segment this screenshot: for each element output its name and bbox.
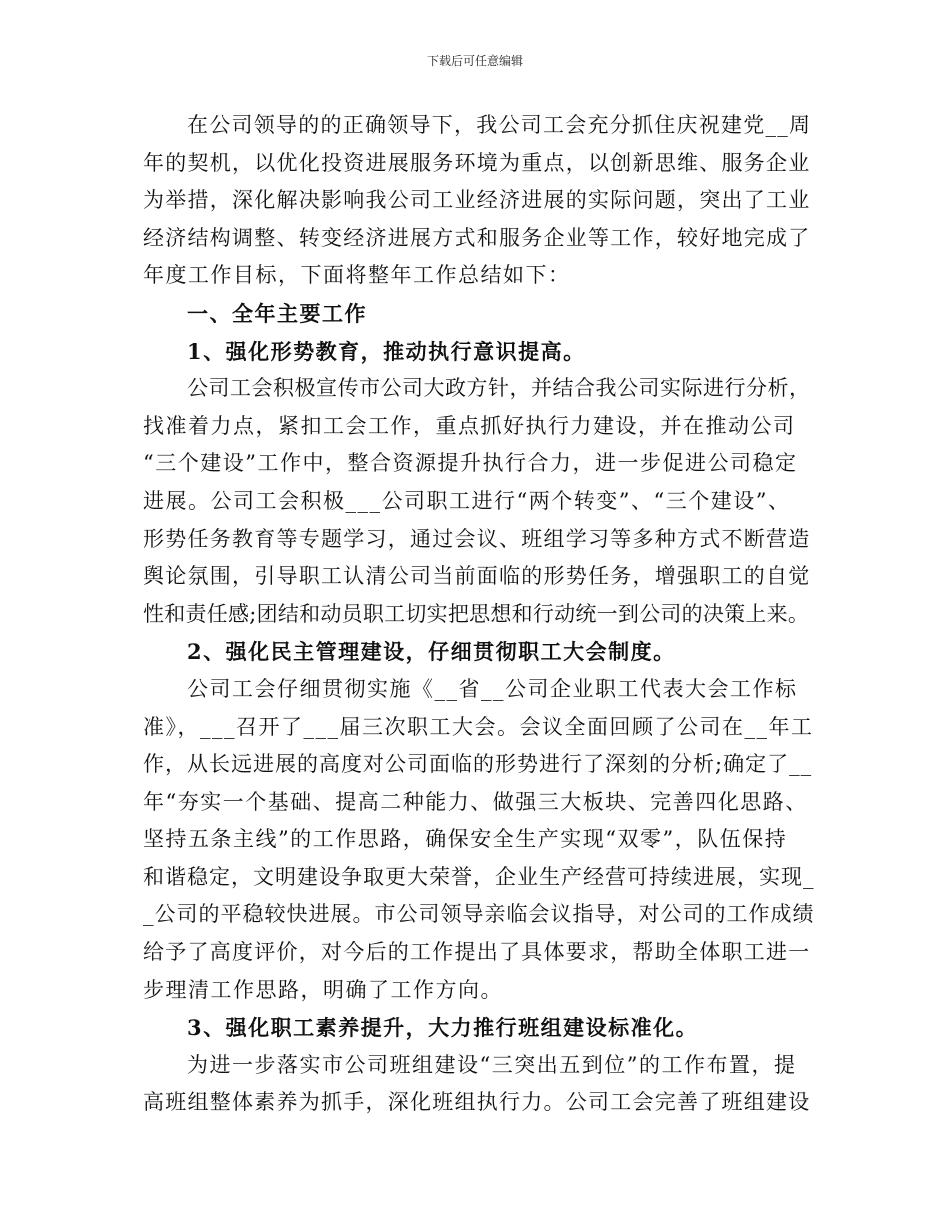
paragraph-line: 找准着力点，紧扣工会工作，重点抓好执行力建设，并在推动公司 [143, 413, 796, 438]
paragraph-line: 和谐稳定，文明建设争取更大荣誉，企业生产经营可持续进展，实现_ [143, 864, 815, 889]
paragraph-line: 形势任务教育等专题学习，通过会议、班组学习等多种方式不断营造 [143, 526, 811, 551]
paragraph-line: 经济结构调整、转变经济进展方式和服务企业等工作，较好地完成了 [143, 225, 811, 250]
paragraph-line: 在公司领导的的正确领导下，我公司工会充分抓住庆祝建党__周 [187, 113, 812, 137]
paragraph-line: _公司的平稳较快进展。市公司领导亲临会议指导，对公司的工作成绩 [143, 902, 815, 927]
paragraph-line: 高班组整体素养为抓手，深化班组执行力。公司工会完善了班组建设 [143, 1090, 811, 1115]
paragraph-line: 舆论氛围，引导职工认清公司当前面临的形势任务，增强职工的自觉 [143, 564, 811, 589]
paragraph-line: 准》，___召开了___届三次职工大会。会议全面回顾了公司在__年工 [143, 714, 814, 739]
subsection-heading: 3、强化职工素养提升，大力推行班组建设标准化。 [187, 1015, 699, 1041]
paragraph-line: 给予了高度评价，对今后的工作提出了具体要求，帮助全体职工进一 [143, 940, 811, 965]
paragraph-line: 公司工会积极宣传市公司大政方针，并结合我公司实际进行分析， [187, 376, 811, 401]
paragraph-line: 为进一步落实市公司班组建设“三突出五到位”的工作布置，提 [187, 1052, 797, 1077]
paragraph-line: 作，从长远进展的高度对公司面临的形势进行了深刻的分析;确定了__ [143, 752, 813, 777]
paragraph-line: 年的契机，以优化投资进展服务环境为重点，以创新思维、服务企业 [143, 150, 811, 175]
paragraph-line: 公司工会仔细贯彻实施《__省__公司企业职工代表大会工作标 [187, 676, 798, 701]
paragraph-line: 性和责任感;团结和动员职工切实把思想和行动统一到公司的决策上来。 [143, 601, 810, 626]
page-header: 下载后可任意编辑 [426, 54, 523, 68]
paragraph-line: 年“夯实一个基础、提高二种能力、做强三大板块、完善四化思路、 [143, 789, 808, 814]
paragraph-line: 坚持五条主线”的工作思路，确保安全生产实现“双零”，队伍保持 [143, 827, 788, 852]
paragraph-line: “三个建设”工作中，整合资源提升执行合力，进一步促进公司稳定 [143, 451, 798, 476]
paragraph-line: 进展。公司工会积极___公司职工进行“两个转变”、“三个建设”、 [143, 488, 791, 513]
paragraph-line: 步理清工作思路，明确了工作方向。 [143, 977, 503, 1002]
document-body [143, 107, 815, 1122]
paragraph-line: 为举措，深化解决影响我公司工业经济进展的实际问题，突出了工业 [143, 188, 811, 213]
subsection-heading: 1、强化形势教育，推动执行意识提高。 [187, 338, 586, 364]
paragraph-line: 年度工作目标，下面将整年工作总结如下： [143, 263, 571, 288]
subsection-heading: 2、强化民主管理建设，仔细贯彻职工大会制度。 [187, 639, 676, 665]
section-heading: 一、全年主要工作 [187, 300, 367, 326]
